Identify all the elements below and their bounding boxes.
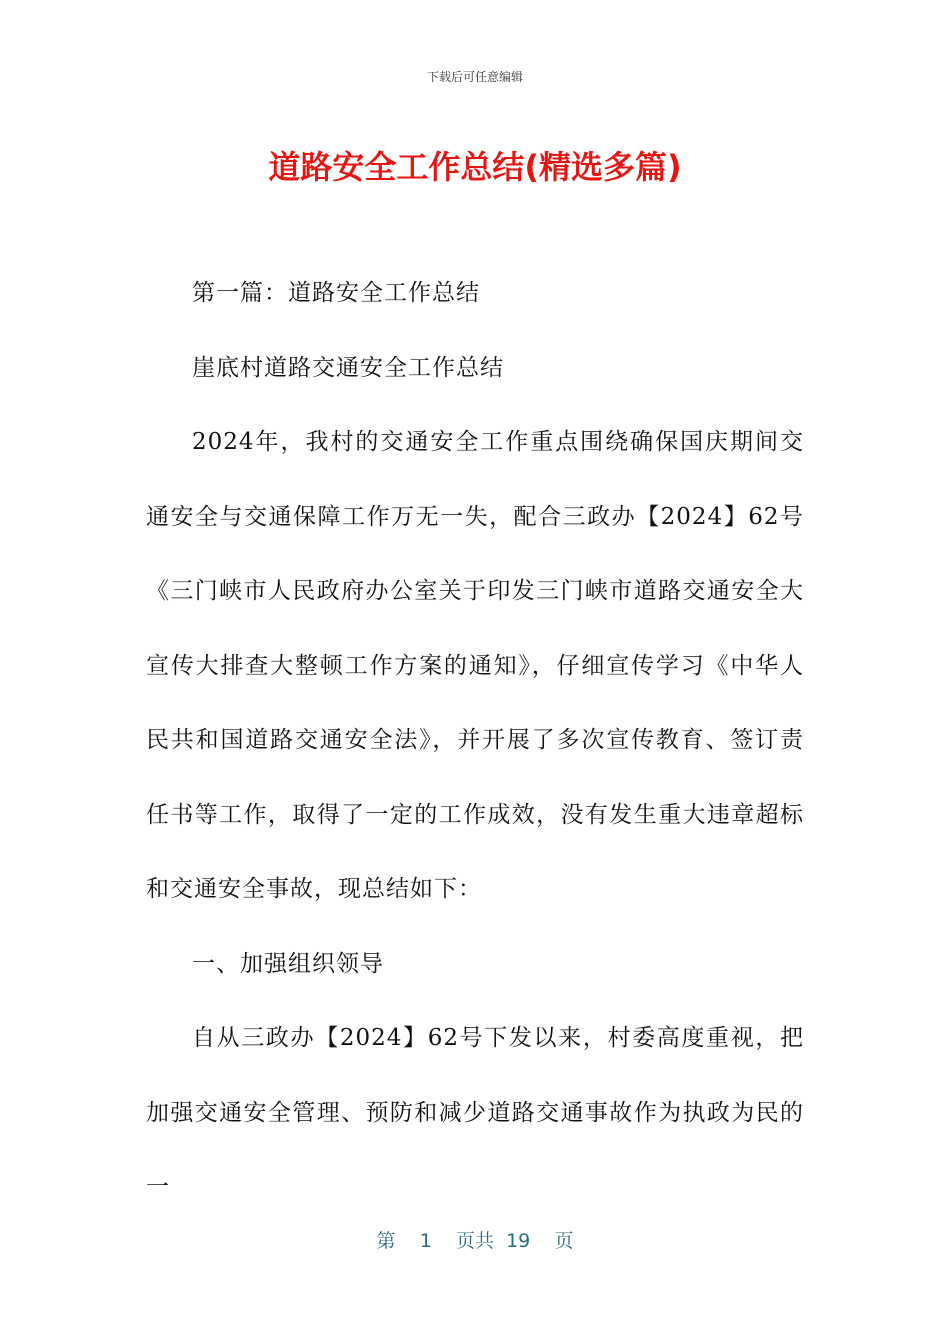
paragraph-subheading: 一、加强组织领导: [192, 950, 384, 977]
footer-middle: 页共: [455, 1230, 494, 1252]
paragraph-body: 自从三政办【2024】62号下发以来，村委高度重视，把加强交通安全管理、预防和减少道路交通事故作为执政为民的一: [146, 1025, 804, 1200]
header-note: 下载后可任意编辑: [426, 70, 523, 84]
document-body: [146, 256, 804, 1225]
footer-total-pages: 19: [506, 1230, 531, 1252]
paragraph-subtitle: 崖底村道路交通安全工作总结: [192, 354, 504, 381]
document-title: 道路安全工作总结(精选多篇): [268, 148, 682, 186]
footer-current-page: 1: [419, 1230, 432, 1252]
footer-prefix: 第: [376, 1230, 396, 1252]
paragraph-section-heading: 第一篇：道路安全工作总结: [192, 280, 480, 306]
paragraph-intro: 2024年，我村的交通安全工作重点围绕确保国庆期间交通安全与交通保障工作万无一失，配合三政办【2024】62号《三门峡市人民政府办公室关于印发三门峡市道路交通安全大宣传大排查大整顿工作方案的通知》，仔细宣传学习《中华人民共和国道路交通安全法》，并开展了多次宣传教育、签订责任书等工作，取得了一定的工作成效，没有发生重大违章超标和交通安全事故，现总结如下：: [146, 429, 804, 902]
footer-suffix: 页: [554, 1230, 574, 1252]
page-footer: [0, 1226, 950, 1253]
